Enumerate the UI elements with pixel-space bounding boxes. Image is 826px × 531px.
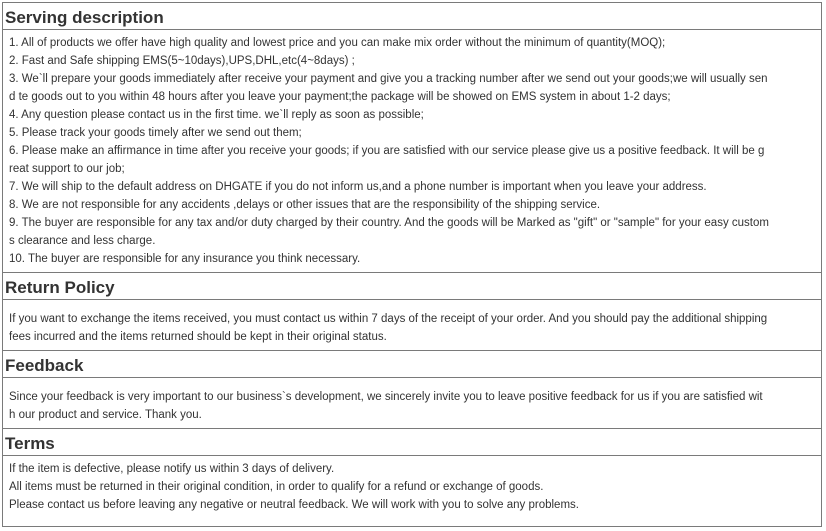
- serving-line-3: 3. We`ll prepare your goods immediately after receive your payment and give you a tracking number after we send out your goods;we will usually sen: [9, 73, 768, 85]
- description-panel: [2, 2, 822, 527]
- serving-description-body: [3, 30, 821, 272]
- serving-line-6: 6. Please make an affirmance in time after you receive your goods; if you are satisfied with our service please give us a positive feedback. It will be g: [9, 145, 765, 157]
- terms-line-3: Please contact us before leaving any negative or neutral feedback. We will work with you to solve any problems.: [9, 499, 579, 511]
- return-policy-line-1: If you want to exchange the items received, you must contact us within 7 days of the receipt of your order. And you should pay the additional shipping: [9, 313, 768, 325]
- terms-line-1: If the item is defective, please notify us within 3 days of delivery.: [9, 463, 335, 475]
- feedback-line-2: h our product and service. Thank you.: [9, 409, 202, 421]
- return-policy-section: [3, 273, 821, 351]
- serving-line-5: 5. Please track your goods timely after we send out them;: [9, 127, 302, 139]
- terms-heading: Terms: [3, 429, 821, 456]
- return-policy-line-2: fees incurred and the items returned should be kept in their original status.: [9, 331, 387, 343]
- serving-line-8: 8. We are not responsible for any accidents ,delays or other issues that are the responsibility of the shipping service.: [9, 199, 601, 211]
- return-policy-heading: Return Policy: [3, 273, 821, 300]
- feedback-heading: Feedback: [3, 351, 821, 378]
- serving-line-3-cont: d te goods out to you within 48 hours after you leave your payment;the package will be showed on EMS system in about 1-2 days;: [9, 91, 671, 103]
- serving-line-1: 1. All of products we offer have high quality and lowest price and you can make mix order without the minimum of quantity(MOQ);: [9, 37, 666, 49]
- serving-line-6-cont: reat support to our job;: [9, 163, 125, 175]
- serving-line-9: 9. The buyer are responsible for any tax and/or duty charged by their country. And the goods will be Marked as "gift" or "sample" for your easy custom: [9, 217, 769, 229]
- terms-body: [3, 456, 821, 518]
- serving-line-9-cont: s clearance and less charge.: [9, 235, 156, 247]
- feedback-section: [3, 351, 821, 429]
- serving-line-10: 10. The buyer are responsible for any insurance you think necessary.: [9, 253, 361, 265]
- serving-line-7: 7. We will ship to the default address on DHGATE if you do not inform us,and a phone number is important when you leave your address.: [9, 181, 707, 193]
- serving-description-heading: Serving description: [3, 3, 821, 30]
- feedback-body: [3, 378, 821, 428]
- serving-line-4: 4. Any question please contact us in the first time. we`ll reply as soon as possible;: [9, 109, 424, 121]
- return-policy-body: [3, 300, 821, 350]
- serving-line-2: 2. Fast and Safe shipping EMS(5~10days),UPS,DHL,etc(4~8days) ;: [9, 55, 355, 67]
- terms-section: [3, 429, 821, 518]
- terms-line-2: All items must be returned in their original condition, in order to qualify for a refund or exchange of goods.: [9, 481, 544, 493]
- feedback-line-1: Since your feedback is very important to our business`s development, we sincerely invite you to leave positive feedback for us if you are satisfied wit: [9, 391, 763, 403]
- serving-description-section: [3, 3, 821, 273]
